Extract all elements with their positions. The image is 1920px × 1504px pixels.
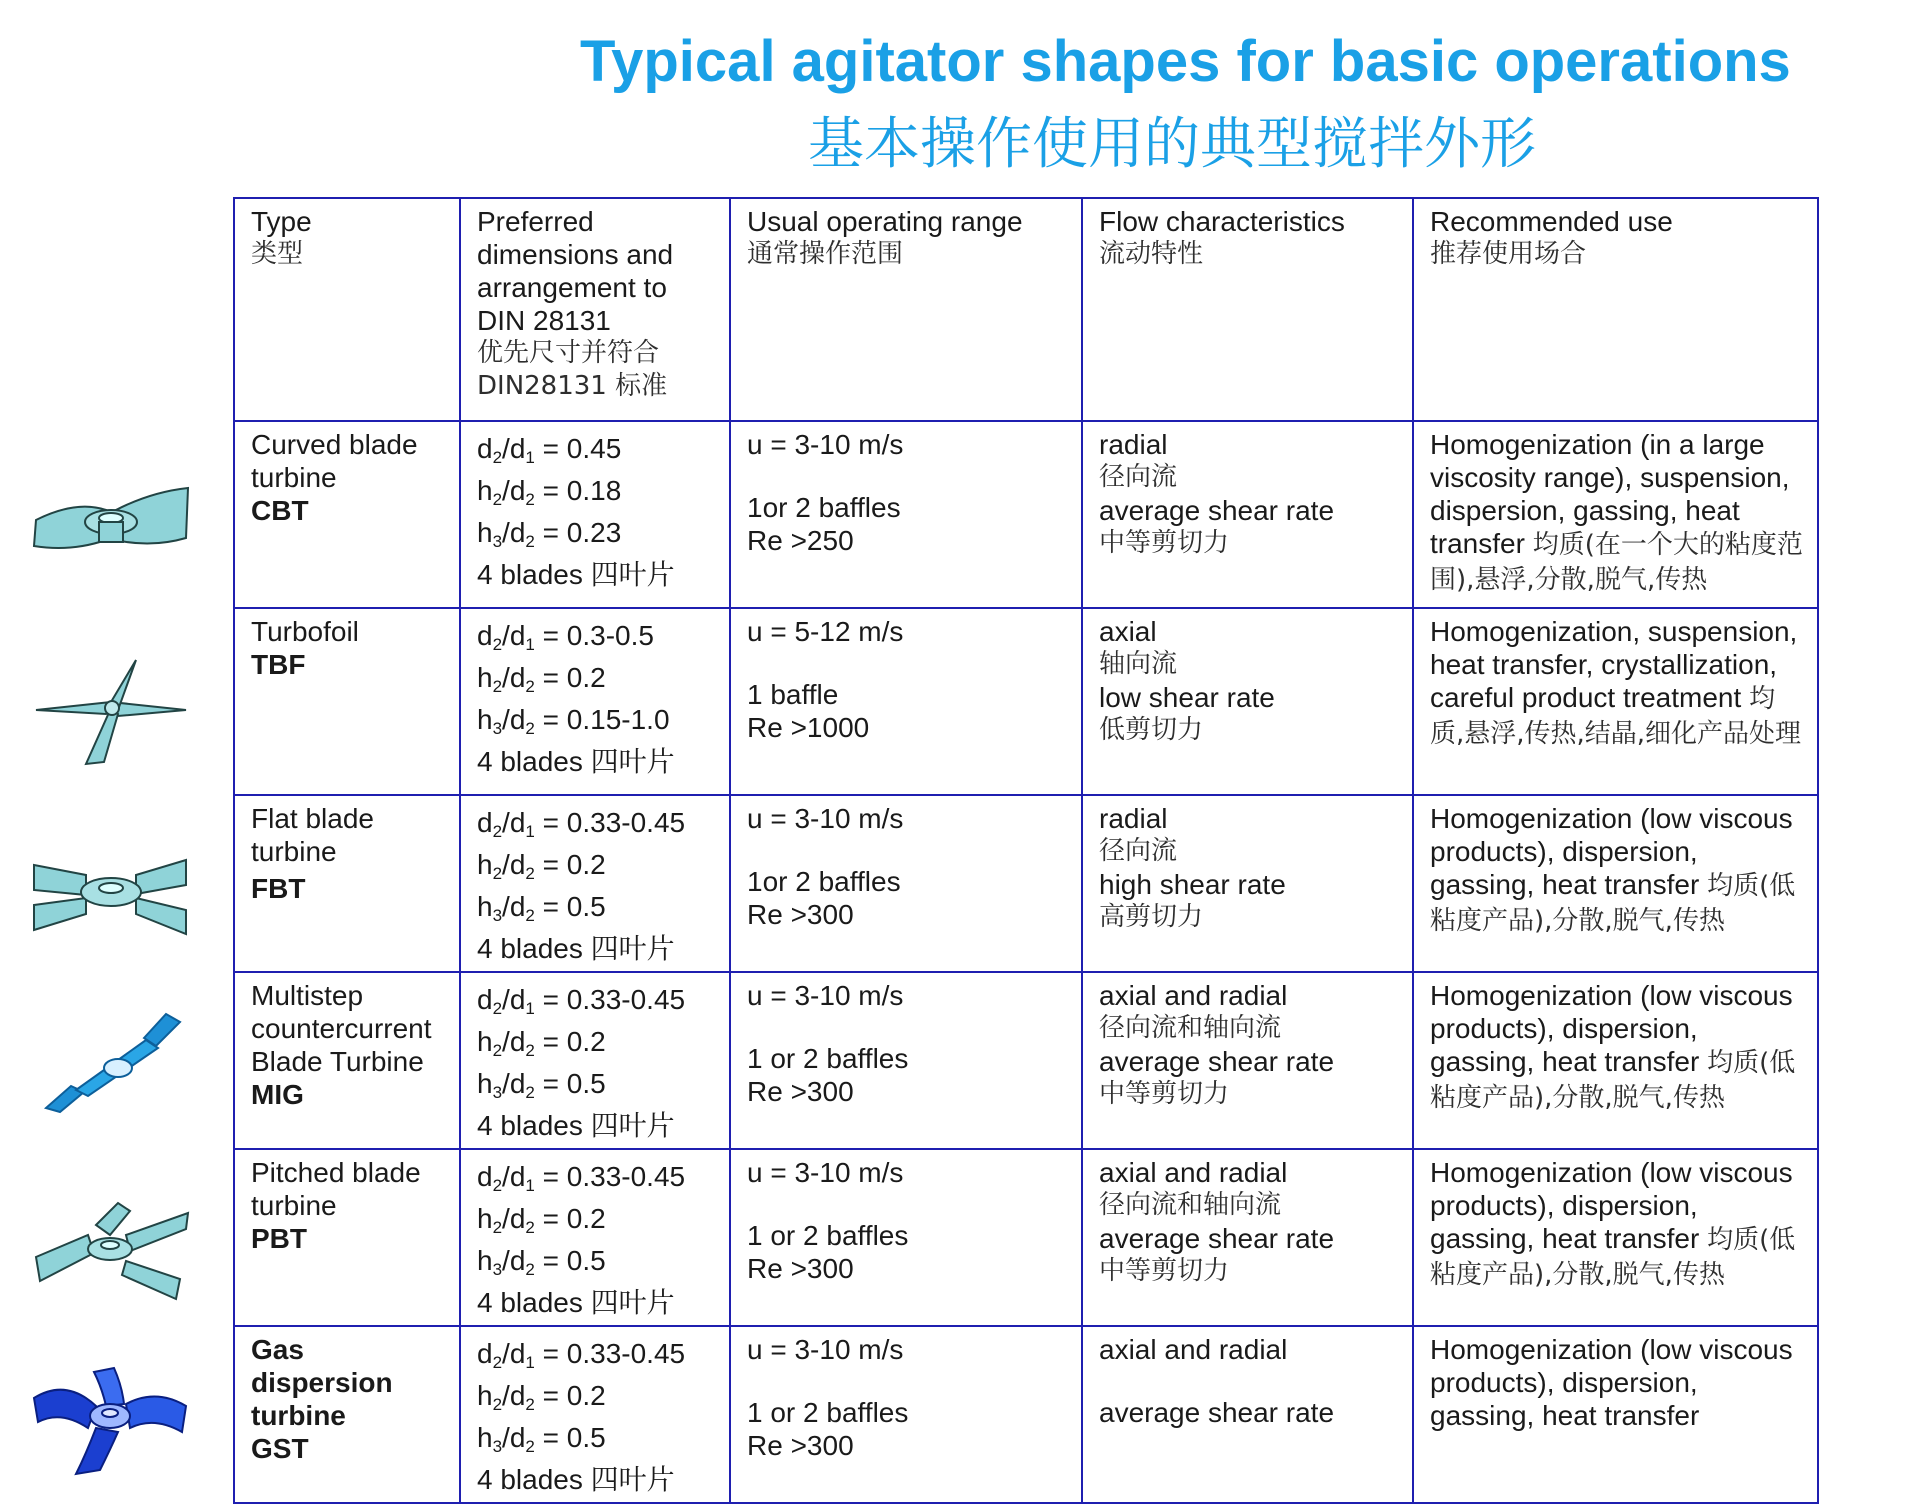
blade-count: 4 blades 四叶片 [477, 559, 675, 590]
shear-rate: low shear rate [1099, 682, 1275, 713]
type-name: Blade Turbine [251, 1046, 424, 1077]
speed-range: u = 3-10 m/s [747, 980, 904, 1011]
type-cell [234, 795, 460, 972]
type-cell [234, 608, 460, 795]
type-code: CBT [251, 495, 309, 526]
ratio-d2-d1: $d_2/d_1 = 0.33-0.45$ [477, 984, 686, 1018]
use-text: Homogenization, suspension, heat transfer, crystallization, careful product treatment [1430, 616, 1798, 713]
multistep-mig-icon [26, 1000, 196, 1120]
ratio-d2-d1: $d_2/d_1 = 0.33-0.45$ [477, 807, 686, 841]
table-row [234, 972, 1818, 1149]
blade-count: 4 blades 四叶片 [477, 1464, 675, 1495]
flow-type-zh: 径向流和轴向流 [1099, 1190, 1282, 1220]
header-range [730, 198, 1082, 421]
table-row [234, 1149, 1818, 1326]
range-cell [730, 1149, 1082, 1326]
ratio-value: = 0.33-0.45 [534, 984, 686, 1015]
shear-rate: average shear rate [1099, 1046, 1335, 1077]
use-text-zh: 均质,悬浮,传热,结晶,细化产品处理 [1430, 684, 1802, 749]
header-type-en: Type [251, 206, 312, 237]
use-text: Homogenization (low viscous products), dispersion, gassing, heat transfer [1430, 980, 1793, 1077]
blade-count: 4 blades 四叶片 [477, 933, 675, 964]
use-cell [1413, 608, 1818, 795]
use-text: Homogenization (low viscous products), dispersion, gassing, heat transfer [1430, 1334, 1793, 1431]
pitched-blade-turbine-icon [26, 1195, 196, 1315]
range-cell [730, 421, 1082, 608]
range-cell [730, 1326, 1082, 1503]
dimensions-cell [460, 795, 730, 972]
header-range-en: Usual operating range [747, 206, 1023, 237]
baffle-count: 1or 2 baffles [747, 492, 901, 523]
type-code: PBT [251, 1223, 307, 1254]
baffle-count: 1or 2 baffles [747, 866, 901, 897]
ratio-value: = 0.33-0.45 [534, 1161, 686, 1192]
use-text-zh: 均质(在一个大的粘度范围),悬浮,分散,脱气,传热 [1430, 530, 1803, 595]
ratio-value: = 0.2 [534, 849, 606, 880]
range-cell [730, 972, 1082, 1149]
dimensions-cell [460, 608, 730, 795]
baffle-count: 1 or 2 baffles [747, 1220, 909, 1251]
ratio-h3-d2: $h_3/d_2 = 0.5$ [477, 1068, 606, 1102]
dimensions-cell [460, 1326, 730, 1503]
shear-rate: average shear rate [1099, 495, 1335, 526]
header-dims-zh: DIN28131 标准 [477, 371, 668, 401]
ratio-h2-d2: $h_2/d_2 = 0.2$ [477, 849, 606, 883]
speed-range: u = 3-10 m/s [747, 429, 904, 460]
table-row [234, 1326, 1818, 1503]
header-type-zh: 类型 [251, 239, 304, 269]
baffle-count: 1 or 2 baffles [747, 1043, 909, 1074]
shear-rate-zh: 低剪切力 [1099, 715, 1204, 745]
use-cell [1413, 1326, 1818, 1503]
flow-type: axial [1099, 616, 1157, 647]
ratio-h2-d2: $h_2/d_2 = 0.2$ [477, 662, 606, 696]
use-cell [1413, 421, 1818, 608]
ratio-value: = 0.5 [534, 1422, 606, 1453]
shear-rate-zh: 中等剪切力 [1099, 1079, 1230, 1109]
shear-rate-zh: 中等剪切力 [1099, 528, 1230, 558]
use-text-zh: 均质(低粘度产品),分散,脱气,传热 [1430, 871, 1796, 936]
ratio-h3-d2: $h_3/d_2 = 0.5$ [477, 891, 606, 925]
ratio-value: = 0.2 [534, 1203, 606, 1234]
header-dims-line: arrangement to [477, 272, 667, 303]
header-dims-zh: 优先尺寸并符合 [477, 338, 660, 368]
ratio-value: = 0.18 [534, 475, 622, 506]
header-range-zh: 通常操作范围 [747, 239, 904, 269]
use-text: Homogenization (low viscous products), dispersion, gassing, heat transfer [1430, 1157, 1793, 1254]
type-code: GST [251, 1433, 309, 1464]
type-name: Turbofoil [251, 616, 359, 647]
header-use-en: Recommended use [1430, 206, 1673, 237]
ratio-value: = 0.23 [534, 517, 622, 548]
ratio-h2-d2: $h_2/d_2 = 0.2$ [477, 1203, 606, 1237]
ratio-value: = 0.2 [534, 662, 606, 693]
speed-range: u = 3-10 m/s [747, 803, 904, 834]
reynolds-number: Re >300 [747, 1076, 854, 1107]
reynolds-number: Re >300 [747, 899, 854, 930]
flow-cell [1082, 421, 1413, 608]
agitator-table [233, 197, 1819, 1504]
speed-range: u = 3-10 m/s [747, 1157, 904, 1188]
header-dims-line: DIN 28131 [477, 305, 611, 336]
type-name: dispersion [251, 1367, 393, 1398]
type-name: Gas [251, 1334, 304, 1365]
blade-count: 4 blades 四叶片 [477, 1110, 675, 1141]
header-dims-line: dimensions and [477, 239, 674, 270]
ratio-d2-d1: $d_2/d_1 = 0.3-0.5$ [477, 620, 654, 654]
baffle-count: 1 or 2 baffles [747, 1397, 909, 1428]
type-cell [234, 1149, 460, 1326]
page-subtitle-zh: 基本操作使用的典型搅拌外形 [808, 112, 1536, 177]
flow-cell [1082, 608, 1413, 795]
type-name: Multistep [251, 980, 364, 1011]
reynolds-number: Re >300 [747, 1430, 854, 1461]
type-name: Pitched blade [251, 1157, 421, 1188]
speed-range: u = 3-10 m/s [747, 1334, 904, 1365]
type-name: turbine [251, 1400, 346, 1431]
use-text: Homogenization (in a large viscosity range), suspension, dispersion, gassing, heat transfer [1430, 429, 1790, 559]
use-cell [1413, 1149, 1818, 1326]
dimensions-cell [460, 972, 730, 1149]
blade-count: 4 blades 四叶片 [477, 1287, 675, 1318]
range-cell [730, 608, 1082, 795]
shear-rate: average shear rate [1099, 1223, 1335, 1254]
dimensions-cell [460, 1149, 730, 1326]
table-row [234, 421, 1818, 608]
flow-type-zh: 轴向流 [1099, 649, 1178, 679]
ratio-value: = 0.2 [534, 1026, 606, 1057]
ratio-value: = 0.15-1.0 [534, 704, 670, 735]
gas-dispersion-turbine-icon [26, 1358, 196, 1478]
type-code: FBT [251, 873, 306, 904]
header-flow-zh: 流动特性 [1099, 239, 1204, 269]
table-row [234, 608, 1818, 795]
use-text-zh: 均质(低粘度产品),分散,脱气,传热 [1430, 1225, 1796, 1290]
flow-type-zh: 径向流 [1099, 462, 1178, 492]
blade-count: 4 blades 四叶片 [477, 746, 675, 777]
ratio-h2-d2: $h_2/d_2 = 0.2$ [477, 1380, 606, 1414]
flow-type: radial [1099, 803, 1168, 834]
table-header-row [234, 198, 1818, 421]
ratio-value: = 0.5 [534, 1245, 606, 1276]
ratio-d2-d1: $d_2/d_1 = 0.33-0.45$ [477, 1161, 686, 1195]
flow-cell [1082, 1326, 1413, 1503]
reynolds-number: Re >1000 [747, 712, 870, 743]
reynolds-number: Re >250 [747, 525, 854, 556]
table-row [234, 795, 1818, 972]
flow-type-zh: 径向流 [1099, 836, 1178, 866]
use-text: Homogenization (low viscous products), dispersion, gassing, heat transfer [1430, 803, 1793, 900]
speed-range: u = 5-12 m/s [747, 616, 904, 647]
header-dimensions [460, 198, 730, 421]
header-dims-line: Preferred [477, 206, 594, 237]
use-text-zh: 均质(低粘度产品),分散,脱气,传热 [1430, 1048, 1796, 1113]
ratio-h3-d2: $h_3/d_2 = 0.5$ [477, 1245, 606, 1279]
type-name: Flat blade [251, 803, 374, 834]
header-use [1413, 198, 1818, 421]
shear-rate: average shear rate [1099, 1397, 1335, 1428]
flow-type: axial and radial [1099, 1334, 1288, 1365]
flow-cell [1082, 1149, 1413, 1326]
use-cell [1413, 795, 1818, 972]
header-flow-en: Flow characteristics [1099, 206, 1345, 237]
shear-rate: high shear rate [1099, 869, 1286, 900]
type-cell [234, 421, 460, 608]
ratio-value: = 0.2 [534, 1380, 606, 1411]
header-use-zh: 推荐使用场合 [1430, 239, 1587, 269]
ratio-value: = 0.5 [534, 891, 606, 922]
curved-blade-turbine-icon [26, 470, 196, 590]
ratio-value: = 0.33-0.45 [534, 1338, 686, 1369]
turbofoil-icon [26, 652, 196, 772]
ratio-h2-d2: $h_2/d_2 = 0.18$ [477, 475, 622, 509]
ratio-value: = 0.3-0.5 [534, 620, 654, 651]
reynolds-number: Re >300 [747, 1253, 854, 1284]
ratio-value: = 0.33-0.45 [534, 807, 686, 838]
type-code: MIG [251, 1079, 304, 1110]
page-title: Typical agitator shapes for basic operations [580, 29, 1791, 94]
ratio-d2-d1: $d_2/d_1 = 0.45$ [477, 433, 622, 467]
ratio-h3-d2: $h_3/d_2 = 0.5$ [477, 1422, 606, 1456]
ratio-h3-d2: $h_3/d_2 = 0.15-1.0$ [477, 704, 670, 738]
flow-cell [1082, 972, 1413, 1149]
header-type [234, 198, 460, 421]
use-cell [1413, 972, 1818, 1149]
flow-cell [1082, 795, 1413, 972]
flow-type: radial [1099, 429, 1168, 460]
shear-rate-zh: 中等剪切力 [1099, 1256, 1230, 1286]
flow-type-zh: 径向流和轴向流 [1099, 1013, 1282, 1043]
type-name: turbine [251, 1190, 337, 1221]
ratio-h2-d2: $h_2/d_2 = 0.2$ [477, 1026, 606, 1060]
shear-rate-zh: 高剪切力 [1099, 902, 1204, 932]
ratio-value: = 0.5 [534, 1068, 606, 1099]
type-name: countercurrent [251, 1013, 432, 1044]
ratio-value: = 0.45 [534, 433, 622, 464]
type-name: turbine [251, 836, 337, 867]
flow-type: axial and radial [1099, 980, 1288, 1011]
header-flow [1082, 198, 1413, 421]
type-cell [234, 972, 460, 1149]
type-cell [234, 1326, 460, 1503]
range-cell [730, 795, 1082, 972]
ratio-d2-d1: $d_2/d_1 = 0.33-0.45$ [477, 1338, 686, 1372]
ratio-h3-d2: $h_3/d_2 = 0.23$ [477, 517, 622, 551]
flow-type: axial and radial [1099, 1157, 1288, 1188]
type-code: TBF [251, 649, 306, 680]
flat-blade-turbine-icon [26, 830, 196, 950]
dimensions-cell [460, 421, 730, 608]
baffle-count: 1 baffle [747, 679, 839, 710]
type-name: turbine [251, 462, 337, 493]
type-name: Curved blade [251, 429, 418, 460]
